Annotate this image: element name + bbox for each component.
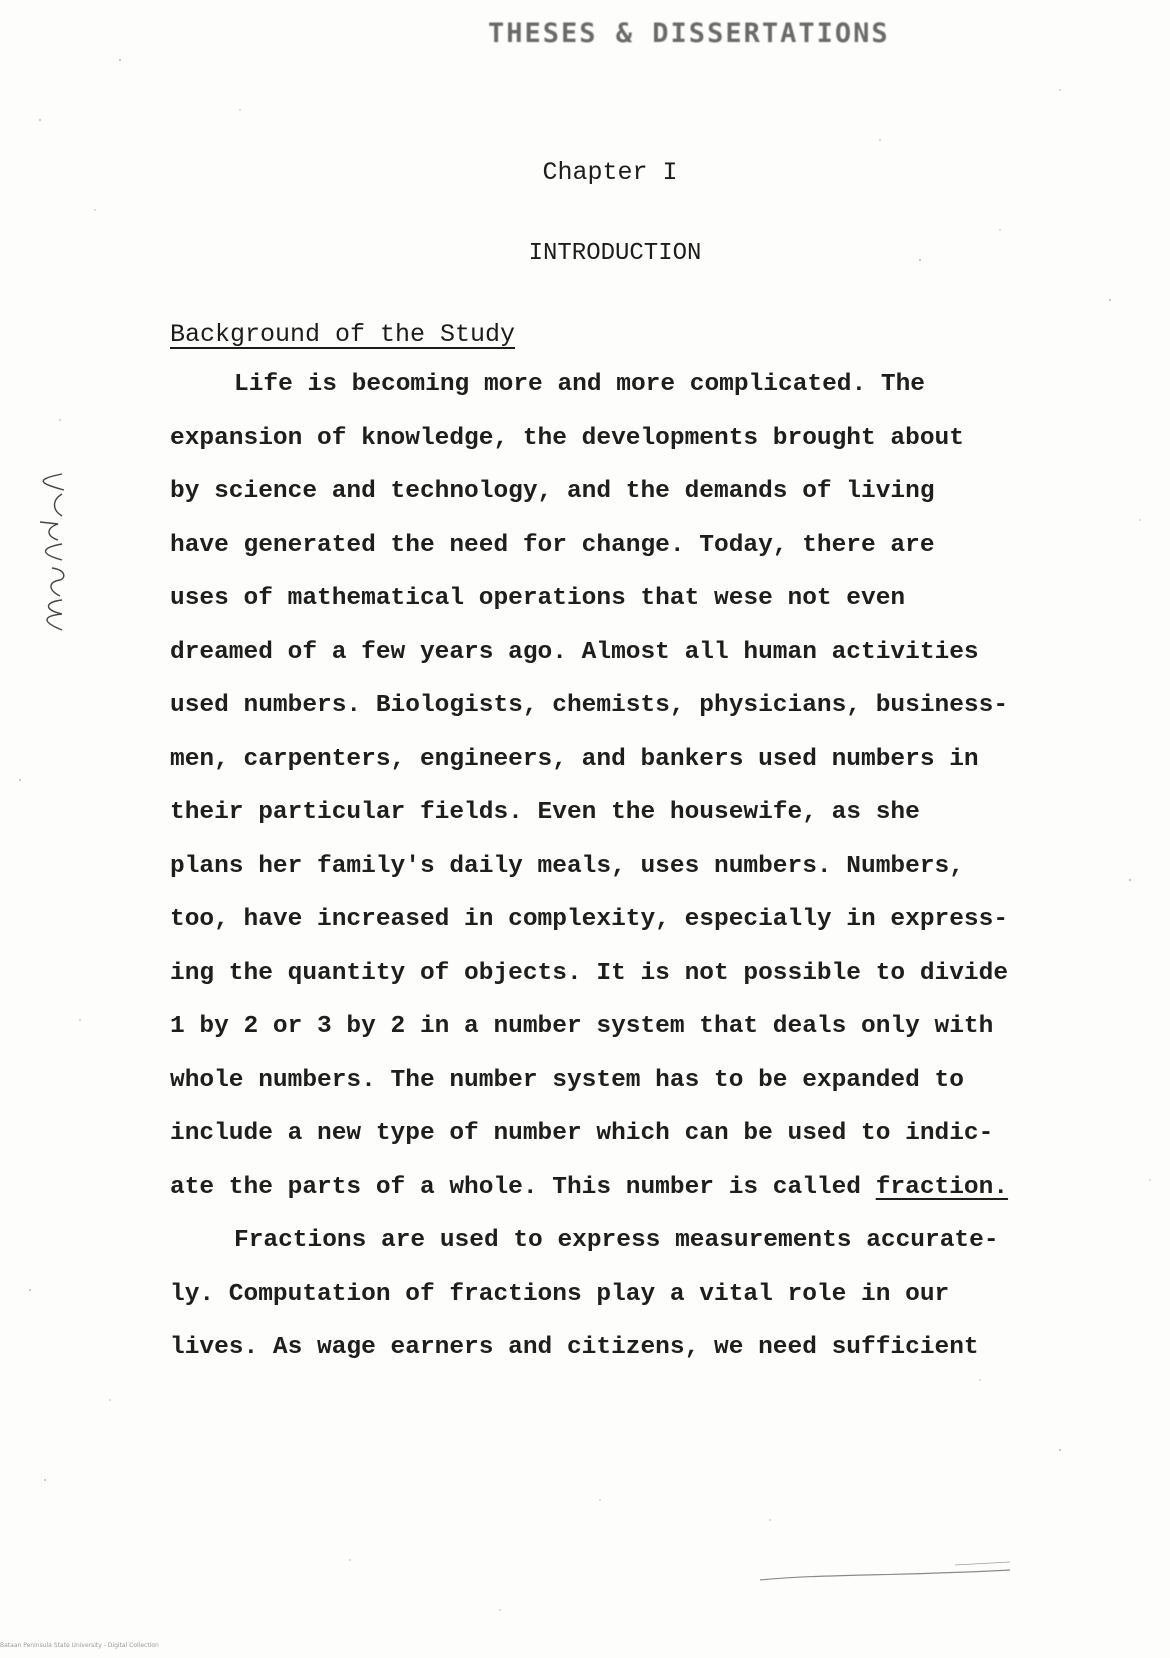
section-heading: INTRODUCTION [528, 240, 702, 267]
body-line: include a new type of number which can be used to indic- [170, 1120, 994, 1147]
body-line: have generated the need for change. Today, there are [170, 531, 935, 559]
body-line-text: ate the parts of a whole. This number is called [170, 1173, 876, 1201]
body-paragraphs [170, 370, 1150, 1387]
body-line: by science and technology, and the demands of living [170, 478, 935, 505]
handwritten-margin-note [22, 440, 82, 640]
body-line: uses of mathematical operations that wese not even [170, 585, 906, 612]
body-line: expansion of knowledge, the developments brought about [170, 424, 964, 452]
body-line: plans her family's daily meals, uses numbers. Numbers, [170, 852, 964, 880]
body-line: ly. Computation of fractions play a vital role in our [170, 1280, 950, 1308]
chapter-title: Chapter I [542, 158, 678, 187]
body-line: ing the quantity of objects. It is not possible to divide [170, 959, 1009, 987]
body-line: whole numbers. The number system has to be expanded to [170, 1066, 964, 1094]
emphasized-term: fraction. [875, 1173, 1009, 1201]
body-line: 1 by 2 or 3 by 2 in a number system that deals only with [170, 1013, 994, 1040]
body-line: lives. As wage earners and citizens, we need sufficient [170, 1334, 979, 1361]
body-line: Life is becoming more and more complicated. The [234, 371, 926, 398]
body-line: their particular fields. Even the housewife, as she [170, 799, 920, 826]
body-line: dreamed of a few years ago. Almost all human activities [170, 638, 979, 666]
body-line: men, carpenters, engineers, and bankers used numbers in [170, 745, 979, 773]
archive-stamp: THESES & DISSERTATIONS [488, 18, 890, 49]
body-line: too, have increased in complexity, especially in express- [170, 906, 1009, 933]
body-line: Fractions are used to express measurements accurate- [234, 1227, 999, 1254]
body-line-with-term [170, 1173, 1150, 1227]
subsection-heading: Background of the Study [170, 320, 516, 349]
body-line: used numbers. Biologists, chemists, physicians, business- [170, 692, 1009, 719]
scan-footer-text: Bataan Peninsula State University - Digital Collection [0, 1642, 159, 1649]
